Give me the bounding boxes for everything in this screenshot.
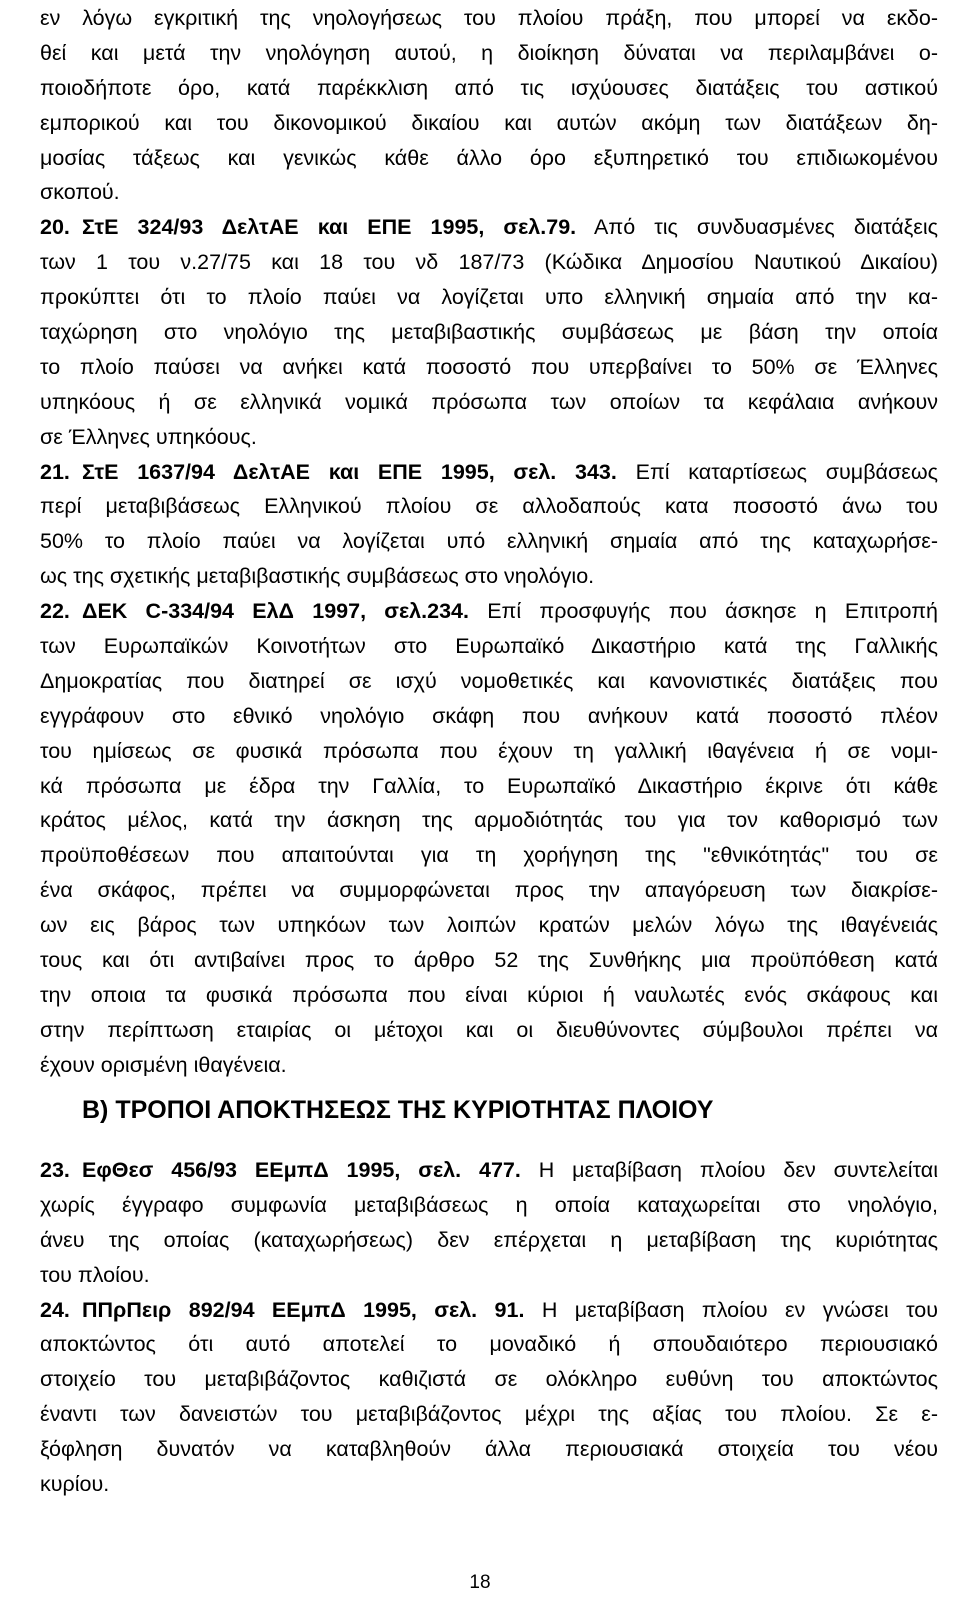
- text-line: 50% το πλοίο παύει να λογίζεται υπό ελληνική σημαία από της καταχωρήσε-: [40, 529, 938, 554]
- text-line: ποιοδήποτε όρο, κατά παρέκκλιση από τις ισχύουσες διατάξεις του αστικού: [40, 75, 938, 100]
- text-line: του ημίσεως σε φυσικά πρόσωπα που έχουν τη γαλλική ιθαγένεια ή σε νομι-: [40, 738, 938, 763]
- document-page-lower: [40, 1153, 938, 1502]
- case-item-first-line: [40, 1293, 938, 1328]
- case-text: Επί καταρτίσεως συμβάσεως: [616, 459, 938, 484]
- case-item-first-line: [40, 210, 938, 245]
- text-line: αποκτώντος ότι αυτό αποτελεί το μοναδικό ή σπουδαιότερο περιουσιακό: [40, 1332, 938, 1357]
- text-line: το πλοίο παύσει να ανήκει κατά ποσοστό που υπερβαίνει το 50% σε Έλληνες: [40, 354, 938, 379]
- case-item-first-line: [40, 594, 938, 629]
- case-reference: ΔΕΚ C-334/94 ΕλΔ 1997, σελ.234.: [82, 599, 469, 624]
- text-line: σε Έλληνες υπηκόους.: [40, 424, 257, 449]
- intro-paragraph: [40, 0, 938, 210]
- text-line: προκύπτει ότι το πλοίο παύει να λογίζεται υπο ελληνική σημαία από την κα-: [40, 285, 938, 310]
- case-reference: ΠΠρΠειρ 892/94 ΕΕμπΔ 1995, σελ. 91.: [82, 1297, 525, 1322]
- text-line: υπηκόους ή σε ελληνικά νομικά πρόσωπα των οποίων τα κεφάλαια ανήκουν: [40, 389, 938, 414]
- text-line: ων εις βάρος των υπηκόων των λοιπών κρατών μελών λόγω της ιθαγένειάς: [40, 913, 938, 938]
- case-item-24: [40, 1293, 938, 1502]
- item-number: 23.: [40, 1158, 70, 1182]
- item-number: 21.: [40, 459, 70, 484]
- text-line: εγγράφουν στο εθνικό νηολόγιο σκάφη που ανήκουν κατά ποσοστό πλέον: [40, 703, 938, 728]
- text-line: κά πρόσωπα με έδρα την Γαλλία, το Ευρωπαϊκό Δικαστήριο έκρινε ότι κάθε: [40, 773, 938, 798]
- case-item-first-line: [40, 1153, 938, 1188]
- item-number: 24.: [40, 1297, 70, 1322]
- case-text: Η μεταβίβαση πλοίου εν γνώσει του: [524, 1297, 938, 1322]
- text-line: εμπορικού και του δικονομικού δικαίου και αυτών ακόμη των διατάξεων δη-: [40, 110, 938, 135]
- case-item-21: [40, 455, 938, 595]
- case-reference: ΕφΘεσ 456/93 ΕΕμπΔ 1995, σελ. 477.: [82, 1158, 521, 1182]
- text-line: των Ευρωπαϊκών Κοινοτήτων στο Ευρωπαϊκό Δικαστήριο κατά της Γαλλικής: [40, 634, 938, 659]
- text-line: στην περίπτωση εταιρίας οι μέτοχοι και οι διευθύνοντες σύμβουλοι πρέπει να: [40, 1017, 938, 1042]
- case-item-20: [40, 210, 938, 454]
- text-line: ένα σκάφος, πρέπει να συμμορφώνεται προς την απαγόρευση των διακρίσε-: [40, 878, 938, 903]
- text-line: χωρίς έγγραφο συμφωνία μεταβιβάσεως η οποία καταχωρείται στο νηολόγιο,: [40, 1192, 938, 1217]
- item-number: 22.: [40, 599, 70, 624]
- text-line: εν λόγω εγκριτική της νηολογήσεως του πλοίου πράξη, που μπορεί να εκδο-: [40, 6, 938, 30]
- text-line: των 1 του ν.27/75 και 18 του νδ 187/73 (Κώδικα Δημοσίου Ναυτικού Δικαίου): [40, 250, 938, 275]
- text-line: τους και ότι αντιβαίνει προς το άρθρο 52 της Συνθήκης μια προϋπόθεση κατά: [40, 948, 938, 973]
- text-line: ως της σχετικής μεταβιβαστικής συμβάσεως στο νηολόγιο.: [40, 564, 595, 589]
- case-text: Επί προσφυγής που άσκησε η Επιτροπή: [468, 599, 938, 624]
- text-line: του πλοίου.: [40, 1262, 150, 1287]
- case-reference: ΣτΕ 1637/94 ΔελτΑΕ και ΕΠΕ 1995, σελ. 343.: [82, 459, 617, 484]
- text-line: μοσίας τάξεως και γενικώς κάθε άλλο όρο εξυπηρετικό του επιδιωκομένου: [40, 145, 938, 170]
- text-line: την οποια τα φυσικά πρόσωπα που είναι κύριοι ή ναυλωτές ενός σκάφους και: [40, 982, 938, 1007]
- text-line: ταχώρηση στο νηολόγιο της μεταβιβαστικής συμβάσεως με βάση την οποία: [40, 320, 938, 345]
- text-line: άνευ της οποίας (καταχωρήσεως) δεν επέρχεται η μεταβίβαση της κυριότητας: [40, 1227, 938, 1252]
- text-line: περί μεταβιβάσεως Ελληνικού πλοίου σε αλλοδαπούς κατα ποσοστό άνω του: [40, 494, 938, 519]
- text-line: στοιχείο του μεταβιβάζοντος καθιζιστά σε ολόκληρο ευθύνη του αποκτώντος: [40, 1367, 938, 1392]
- document-page: [40, 0, 938, 1083]
- text-line: σκοπού.: [40, 180, 120, 205]
- section-heading: Β) ΤΡΟΠΟΙ ΑΠΟΚΤΗΣΕΩΣ ΤΗΣ ΚΥΡΙΟΤΗΤΑΣ ΠΛΟΙΟΥ: [82, 1096, 714, 1124]
- text-line: ξόφληση δυνατόν να καταβληθούν άλλα περιουσιακά στοιχεία του νέου: [40, 1437, 938, 1462]
- case-text: Από τις συνδυασμένες διατάξεις: [576, 215, 939, 240]
- text-line: κυρίου.: [40, 1472, 110, 1497]
- case-item-23: [40, 1153, 938, 1293]
- case-item-22: [40, 594, 938, 1082]
- item-number: 20.: [40, 215, 70, 240]
- text-line: προϋποθέσεων που απαιτούνται για τη χορήγηση της "εθνικότητάς" του σε: [40, 843, 938, 868]
- text-line: έναντι των δανειστών του μεταβιβάζοντος μέχρι της αξίας του πλοίου. Σε ε-: [40, 1402, 938, 1427]
- case-item-first-line: [40, 455, 938, 490]
- text-line: κράτος μέλος, κατά την άσκηση της αρμοδιότητάς του για τον καθορισμό των: [40, 808, 938, 833]
- case-text: Η μεταβίβαση πλοίου δεν συντελείται: [520, 1158, 938, 1182]
- text-line: θεί και μετά την νηολόγηση αυτού, η διοίκηση δύναται να περιλαμβάνει ο-: [40, 40, 938, 65]
- case-reference: ΣτΕ 324/93 ΔελτΑΕ και ΕΠΕ 1995, σελ.79.: [82, 215, 577, 240]
- page-number: 18: [469, 1572, 491, 1593]
- text-line: Δημοκρατίας που διατηρεί σε ισχύ νομοθετικές και κανονιστικές διατάξεις που: [40, 668, 938, 693]
- text-line: έχουν ορισμένη ιθαγένεια.: [40, 1052, 287, 1077]
